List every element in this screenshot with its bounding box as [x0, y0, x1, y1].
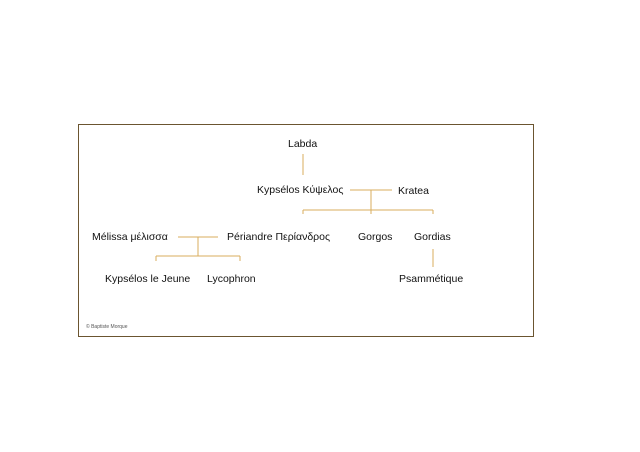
person-lycophron: Lycophron	[207, 273, 256, 285]
person-periandre: Périandre Περίανδρος	[227, 231, 331, 243]
person-psammetique: Psammétique	[399, 273, 464, 285]
person-kypselos-le-jeune: Kypsélos le Jeune	[105, 273, 191, 285]
person-kratea: Kratea	[398, 185, 429, 197]
person-kypselos: Kypsélos Κύψελος	[257, 184, 344, 196]
person-gorgos: Gorgos	[358, 231, 393, 243]
copyright-credit: © Baptiste Morque	[86, 324, 128, 330]
person-melissa: Mélissa μέλισσα	[92, 231, 168, 243]
person-gordias: Gordias	[414, 231, 451, 243]
person-labda: Labda	[288, 138, 318, 150]
